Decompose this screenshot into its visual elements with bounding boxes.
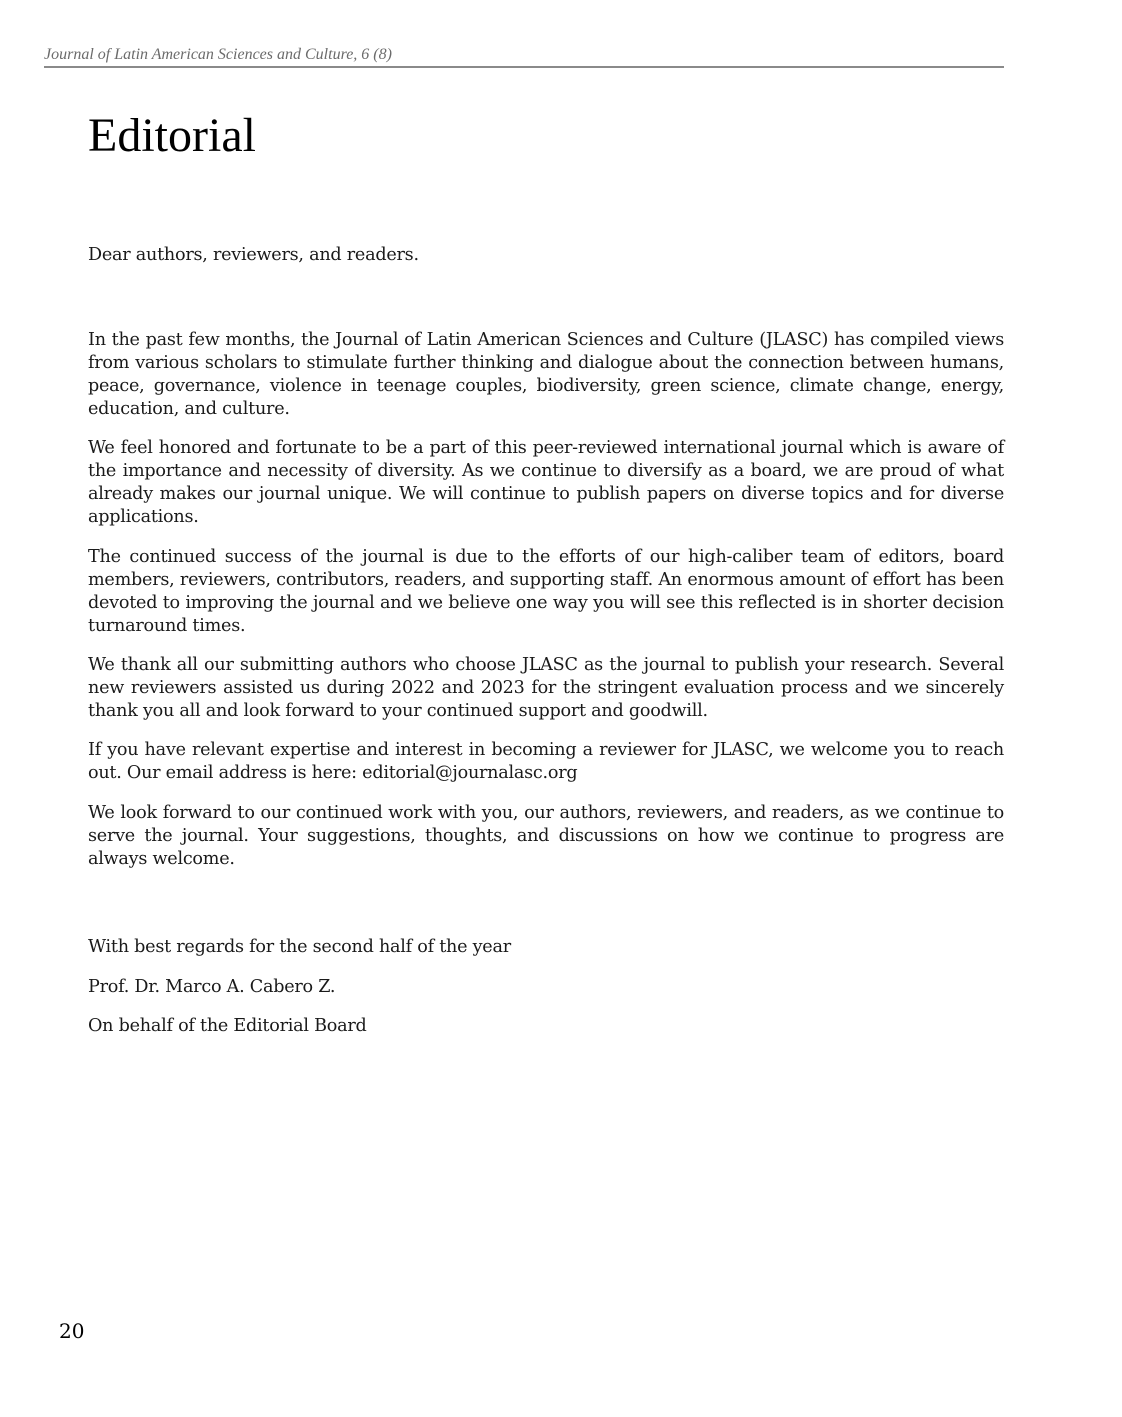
- signer-name: Prof. Dr. Marco A. Cabero Z.: [88, 977, 336, 997]
- paragraph-5: If you have relevant expertise and interest in becoming a reviewer for JLASC, we welcome you to reach out. Our email address is here: editorial@journalasc.org: [88, 740, 1004, 783]
- running-header: [44, 44, 1004, 68]
- paragraph-6: We look forward to our continued work with you, our authors, reviewers, and readers, as we continue to serve the journal. Your suggestions, thoughts, and discussions on how we continue to progress are always welcome.: [88, 803, 1004, 869]
- closing-line: With best regards for the second half of the year: [88, 937, 511, 957]
- page-number: 20: [59, 1319, 85, 1343]
- journal-running-title: Journal of Latin American Sciences and Culture, 6 (8): [44, 46, 392, 63]
- paragraph-4: We thank all our submitting authors who choose JLASC as the journal to publish your research. Several new reviewers assisted us during 2022 and 2023 for the stringent evaluation process and we sincerely thank you all and look forward to your continued support and goodwill.: [88, 655, 1004, 721]
- signer-role: On behalf of the Editorial Board: [88, 1016, 367, 1036]
- salutation: Dear authors, reviewers, and readers.: [88, 245, 419, 265]
- paragraph-3: The continued success of the journal is due to the efforts of our high-caliber team of editors, board members, reviewers, contributors, readers, and supporting staff. An enormous amount of effort has been devoted to improving the journal and we believe one way you will see this reflected is in shorter decision turnaround times.: [88, 547, 1004, 636]
- paragraph-2: We feel honored and fortunate to be a part of this peer-reviewed international journal which is aware of the importance and necessity of diversity. As we continue to diversify as a board, we are proud of what already makes our journal unique. We will continue to publish papers on diverse topics and for diverse applications.: [88, 438, 1004, 527]
- paragraph-1: In the past few months, the Journal of Latin American Sciences and Culture (JLASC) has compiled views from various scholars to stimulate further thinking and dialogue about the connection between humans, peace, governance, violence in teenage couples, biodiversity, green science, climate change, energy, education, and culture.: [88, 330, 1004, 419]
- page-title: Editorial: [88, 109, 256, 162]
